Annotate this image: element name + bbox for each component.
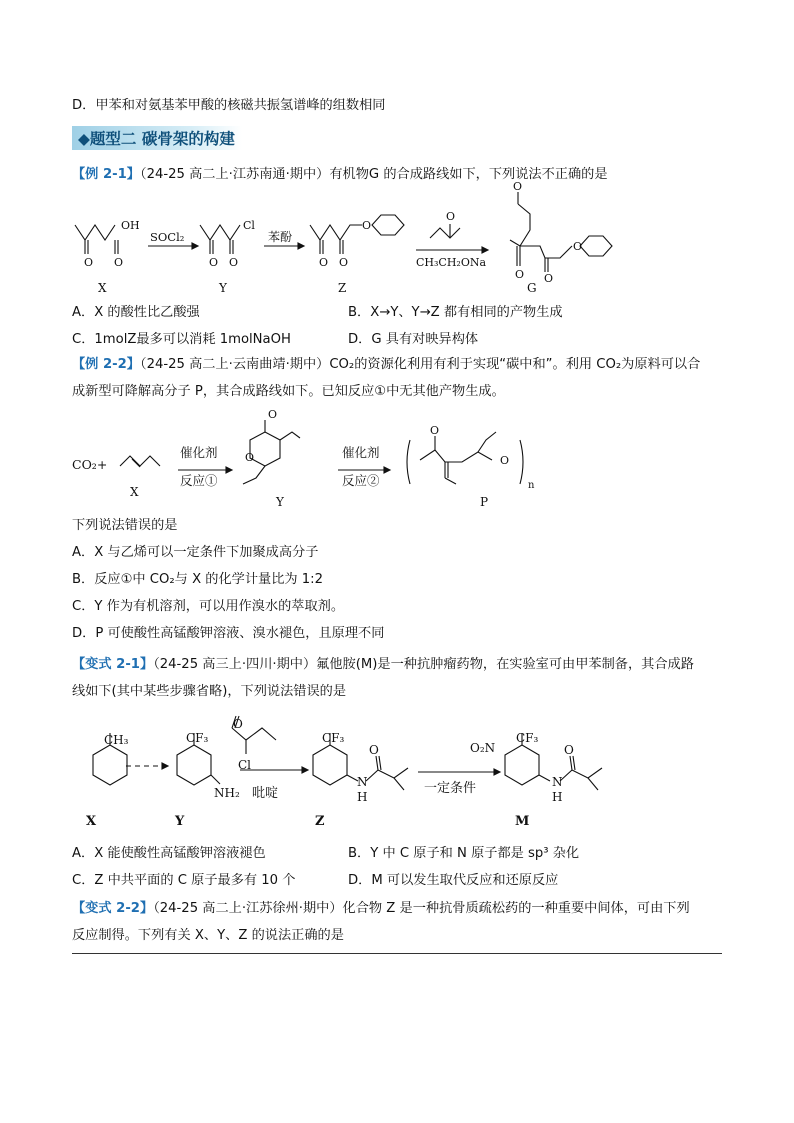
var21-option-b: B．Y 中 C 原子和 N 原子都是 sp³ 杂化 xyxy=(348,846,580,861)
svg-text:O₂N: O₂N xyxy=(470,741,496,755)
label-m: M xyxy=(515,814,530,829)
svg-text:O: O xyxy=(229,256,239,269)
svg-text:N: N xyxy=(357,775,368,789)
example-tag: 【例 2-2】 xyxy=(72,357,140,372)
condition-label: 一定条件 xyxy=(424,781,477,796)
svg-text:O: O xyxy=(233,717,243,731)
variant-tag: 【变式 2-1】 xyxy=(72,657,154,672)
var21-option-a: A．X 能使酸性高锰酸钾溶液褪色 xyxy=(72,846,266,861)
label-y: Y xyxy=(276,495,284,509)
reaction-2: 反应② xyxy=(342,473,380,488)
section-title: ◆题型二 碳骨架的构建 xyxy=(78,130,235,148)
svg-text:CF₃: CF₃ xyxy=(186,731,209,745)
svg-text:CH₃: CH₃ xyxy=(104,733,129,747)
svg-text:O: O xyxy=(114,256,124,269)
svg-text:N: N xyxy=(552,775,563,789)
label-g: G xyxy=(527,281,537,295)
svg-text:O: O xyxy=(369,743,379,757)
svg-text:H: H xyxy=(357,790,368,804)
variant-2-2-stem-1: 【变式 2-2】（24-25 高二上·江苏徐州·期中）化合物 Z 是一种抗骨质疏松药的一种重要中间体，可由下列 xyxy=(72,901,690,916)
example-2-1-stem: 【例 2-1】（24-25 高二上·江苏南通·期中）有机物G 的合成路线如下，下列说法不正确的是 xyxy=(72,167,608,182)
svg-text:O: O xyxy=(209,256,219,269)
label-y: Y xyxy=(175,814,185,829)
catalyst-2: 催化剂 xyxy=(342,445,380,460)
svg-text:O: O xyxy=(319,256,329,269)
svg-text:CF₃: CF₃ xyxy=(516,731,539,745)
reagent-phenol: 苯酚 xyxy=(268,230,293,244)
reagent-socl2: SOCl₂ xyxy=(150,230,185,244)
svg-text:O: O xyxy=(268,408,278,421)
ex22-question: 下列说法错误的是 xyxy=(72,518,178,533)
label-z: Z xyxy=(315,814,325,829)
reagent-etona: CH₃CH₂ONa xyxy=(416,256,487,269)
ex22-option-a: A．X 与乙烯可以一定条件下加聚成高分子 xyxy=(72,545,319,560)
var21-option-d: D．M 可以发生取代反应和还原反应 xyxy=(348,873,559,888)
variant-2-2-stem-2: 反应制得。下列有关 X、Y、Z 的说法正确的是 xyxy=(72,928,344,943)
variant-2-1-stem-2: 线如下(其中某些步骤省略)，下列说法错误的是 xyxy=(72,684,347,699)
svg-text:O: O xyxy=(564,743,574,757)
label-z: Z xyxy=(338,281,347,295)
variant-2-1-stem-1: 【变式 2-1】（24-25 高三上·四川·期中）氟他胺(M)是一种抗肿瘤药物，在实验室可由甲苯制备，其合成路 xyxy=(72,657,694,672)
example-2-2-stem-2: 成新型可降解高分子 P，其合成路线如下。已知反应①中无其他产物生成。 xyxy=(72,384,505,399)
co2-reactant: CO₂+ xyxy=(72,457,108,472)
svg-text:O: O xyxy=(84,256,94,269)
label-y: Y xyxy=(219,281,227,295)
example-tag: 【例 2-1】 xyxy=(72,167,140,182)
svg-text:NH₂: NH₂ xyxy=(214,786,240,800)
ex21-option-d: D．G 具有对映异构体 xyxy=(348,332,479,347)
ex22-option-d: D．P 可使酸性高锰酸钾溶液、溴水褪色，且原理不同 xyxy=(72,626,385,641)
svg-text:n: n xyxy=(528,480,535,491)
example-2-2-stem-1: 【例 2-2】（24-25 高二上·云南曲靖·期中）CO₂的资源化利用有利于实现“碳中和”。利用 CO₂为原料可以合 xyxy=(72,357,701,372)
label-p: P xyxy=(480,495,489,509)
svg-text:Cl: Cl xyxy=(243,219,255,232)
svg-text:Cl: Cl xyxy=(238,758,252,772)
ex22-option-c: C．Y 作为有机溶剂，可以用作溴水的萃取剂。 xyxy=(72,599,345,614)
ex21-option-a: A．X 的酸性比乙酸强 xyxy=(72,305,200,320)
reagent-pyridine: 吡啶 xyxy=(252,786,279,801)
svg-text:CF₃: CF₃ xyxy=(322,731,345,745)
svg-text:O: O xyxy=(339,256,349,269)
svg-text:O: O xyxy=(513,180,523,193)
svg-text:O: O xyxy=(515,268,525,281)
svg-text:O: O xyxy=(245,451,255,464)
svg-text:O: O xyxy=(500,454,510,467)
svg-text:O: O xyxy=(446,210,456,223)
var21-option-c: C．Z 中共平面的 C 原子最多有 10 个 xyxy=(72,873,296,888)
catalyst-1: 催化剂 xyxy=(180,445,218,460)
ex21-option-b: B．X→Y、Y→Z 都有相同的产物生成 xyxy=(348,305,563,320)
reaction-1: 反应① xyxy=(180,473,218,488)
label-x: X xyxy=(130,485,139,499)
ex22-option-b: B．反应①中 CO₂与 X 的化学计量比为 1:2 xyxy=(72,572,324,587)
svg-text:O: O xyxy=(573,240,583,253)
option-d-previous: D．甲苯和对氨基苯甲酸的核磁共振氢谱峰的组数相同 xyxy=(72,98,386,113)
svg-text:O: O xyxy=(362,219,372,232)
svg-text:OH: OH xyxy=(121,219,140,232)
svg-text:O: O xyxy=(430,424,440,437)
svg-text:H: H xyxy=(552,790,563,804)
page-divider xyxy=(72,953,722,954)
ex21-option-c: C．1molZ最多可以消耗 1molNaOH xyxy=(72,332,291,347)
svg-text:O: O xyxy=(544,272,554,285)
label-x: X xyxy=(98,281,107,295)
label-x: X xyxy=(86,814,97,829)
variant-tag: 【变式 2-2】 xyxy=(72,901,154,916)
